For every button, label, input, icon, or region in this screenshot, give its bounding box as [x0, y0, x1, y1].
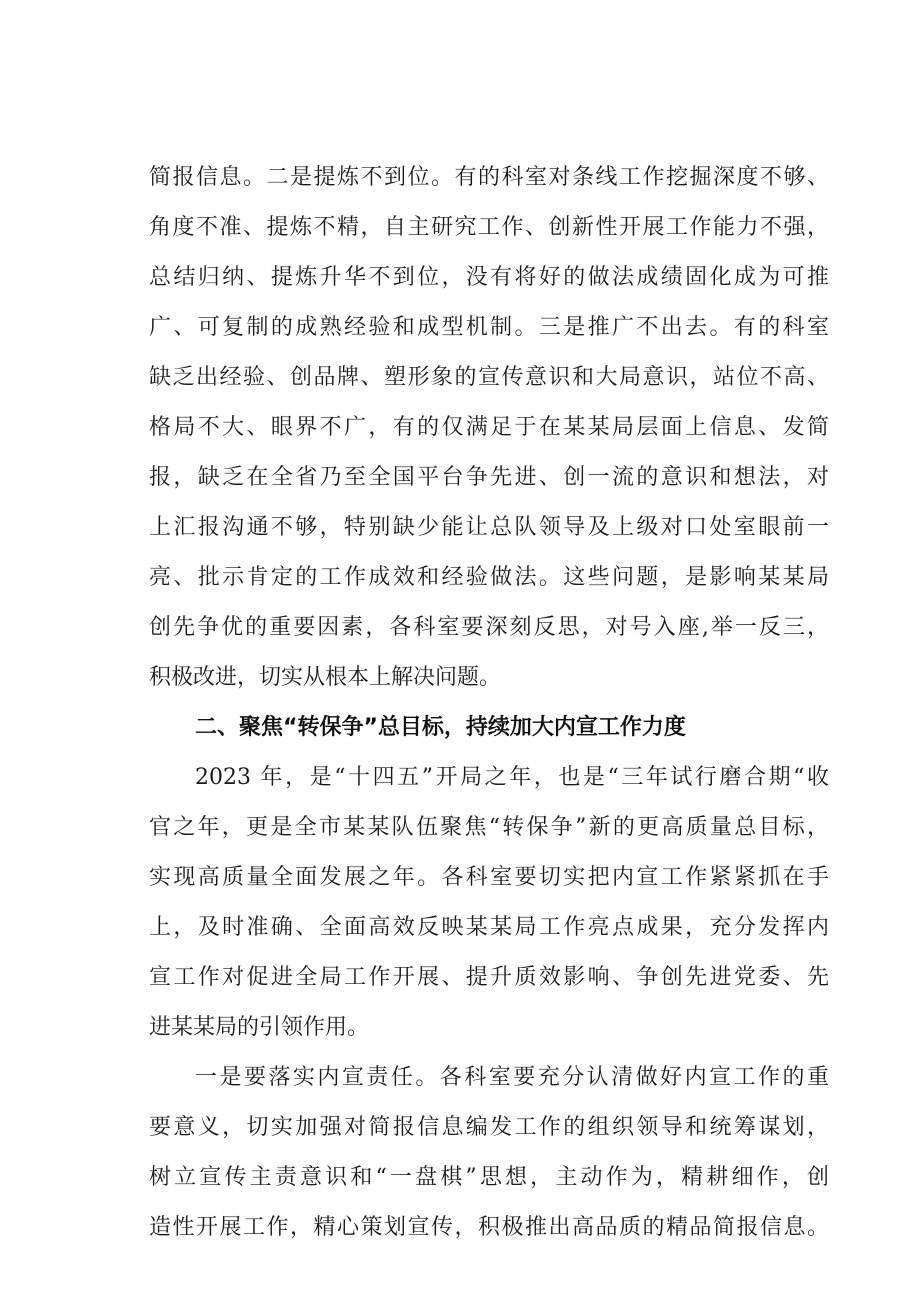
paragraph-1-line: 创先争优的重要因素，各科室要深刻反思，对号入座,举一反三，	[149, 615, 829, 640]
paragraph-1-line: 亮、批示肯定的工作成效和经验做法。这些问题，是影响某某局	[149, 565, 829, 590]
paragraph-1-line: 角度不准、提炼不精，自主研究工作、创新性开展工作能力不强，	[149, 215, 829, 240]
paragraph-3-line: 一是要落实内宣责任。各科室要充分认清做好内宣工作的重	[195, 1065, 829, 1090]
paragraph-2-line: 上，及时准确、全面高效反映某某局工作亮点成果，充分发挥内	[149, 915, 829, 940]
paragraph-3-line: 树立宣传主责意识和“一盘棋”思想，主动作为，精耕细作，创	[149, 1165, 829, 1190]
paragraph-2-line: 进某某局的引领作用。	[149, 1015, 370, 1040]
paragraph-2-line: 官之年，更是全市某某队伍聚焦“转保争”新的更高质量总目标，	[149, 815, 829, 840]
paragraph-2-line: 2023 年，是“十四五”开局之年，也是“三年试行磨合期“收	[195, 765, 829, 790]
paragraph-1-line: 缺乏出经验、创品牌、塑形象的宣传意识和大局意识，站位不高、	[149, 365, 829, 390]
paragraph-1-line: 报，缺乏在全省乃至全国平台争先进、创一流的意识和想法，对	[149, 465, 829, 490]
paragraph-1-line: 格局不大、眼界不广，有的仅满足于在某某局层面上信息、发简	[149, 415, 829, 440]
paragraph-1-line: 上汇报沟通不够，特别缺少能让总队领导及上级对口处室眼前一	[149, 515, 829, 540]
paragraph-2-line: 实现高质量全面发展之年。各科室要切实把内宣工作紧紧抓在手	[149, 865, 829, 890]
paragraph-1-line: 简报信息。二是提炼不到位。有的科室对条线工作挖掘深度不够、	[149, 165, 829, 190]
paragraph-1-line: 总结归纳、提炼升华不到位，没有将好的做法成绩固化成为可推	[149, 265, 829, 290]
paragraph-1-line: 广、可复制的成熟经验和成型机制。三是推广不出去。有的科室	[149, 315, 829, 340]
paragraph-2-line: 宣工作对促进全局工作开展、提升质效影响、争创先进党委、先	[149, 965, 829, 990]
paragraph-1-line: 积极改进，切实从根本上解决问题。	[149, 665, 502, 690]
paragraph-3-line: 要意义，切实加强对简报信息编发工作的组织领导和统筹谋划，	[149, 1115, 829, 1140]
section-heading: 二、聚焦“转保争”总目标，持续加大内宣工作力度	[195, 715, 686, 740]
paragraph-3-line: 造性开展工作，精心策划宣传，积极推出高品质的精品简报信息。	[149, 1215, 829, 1240]
